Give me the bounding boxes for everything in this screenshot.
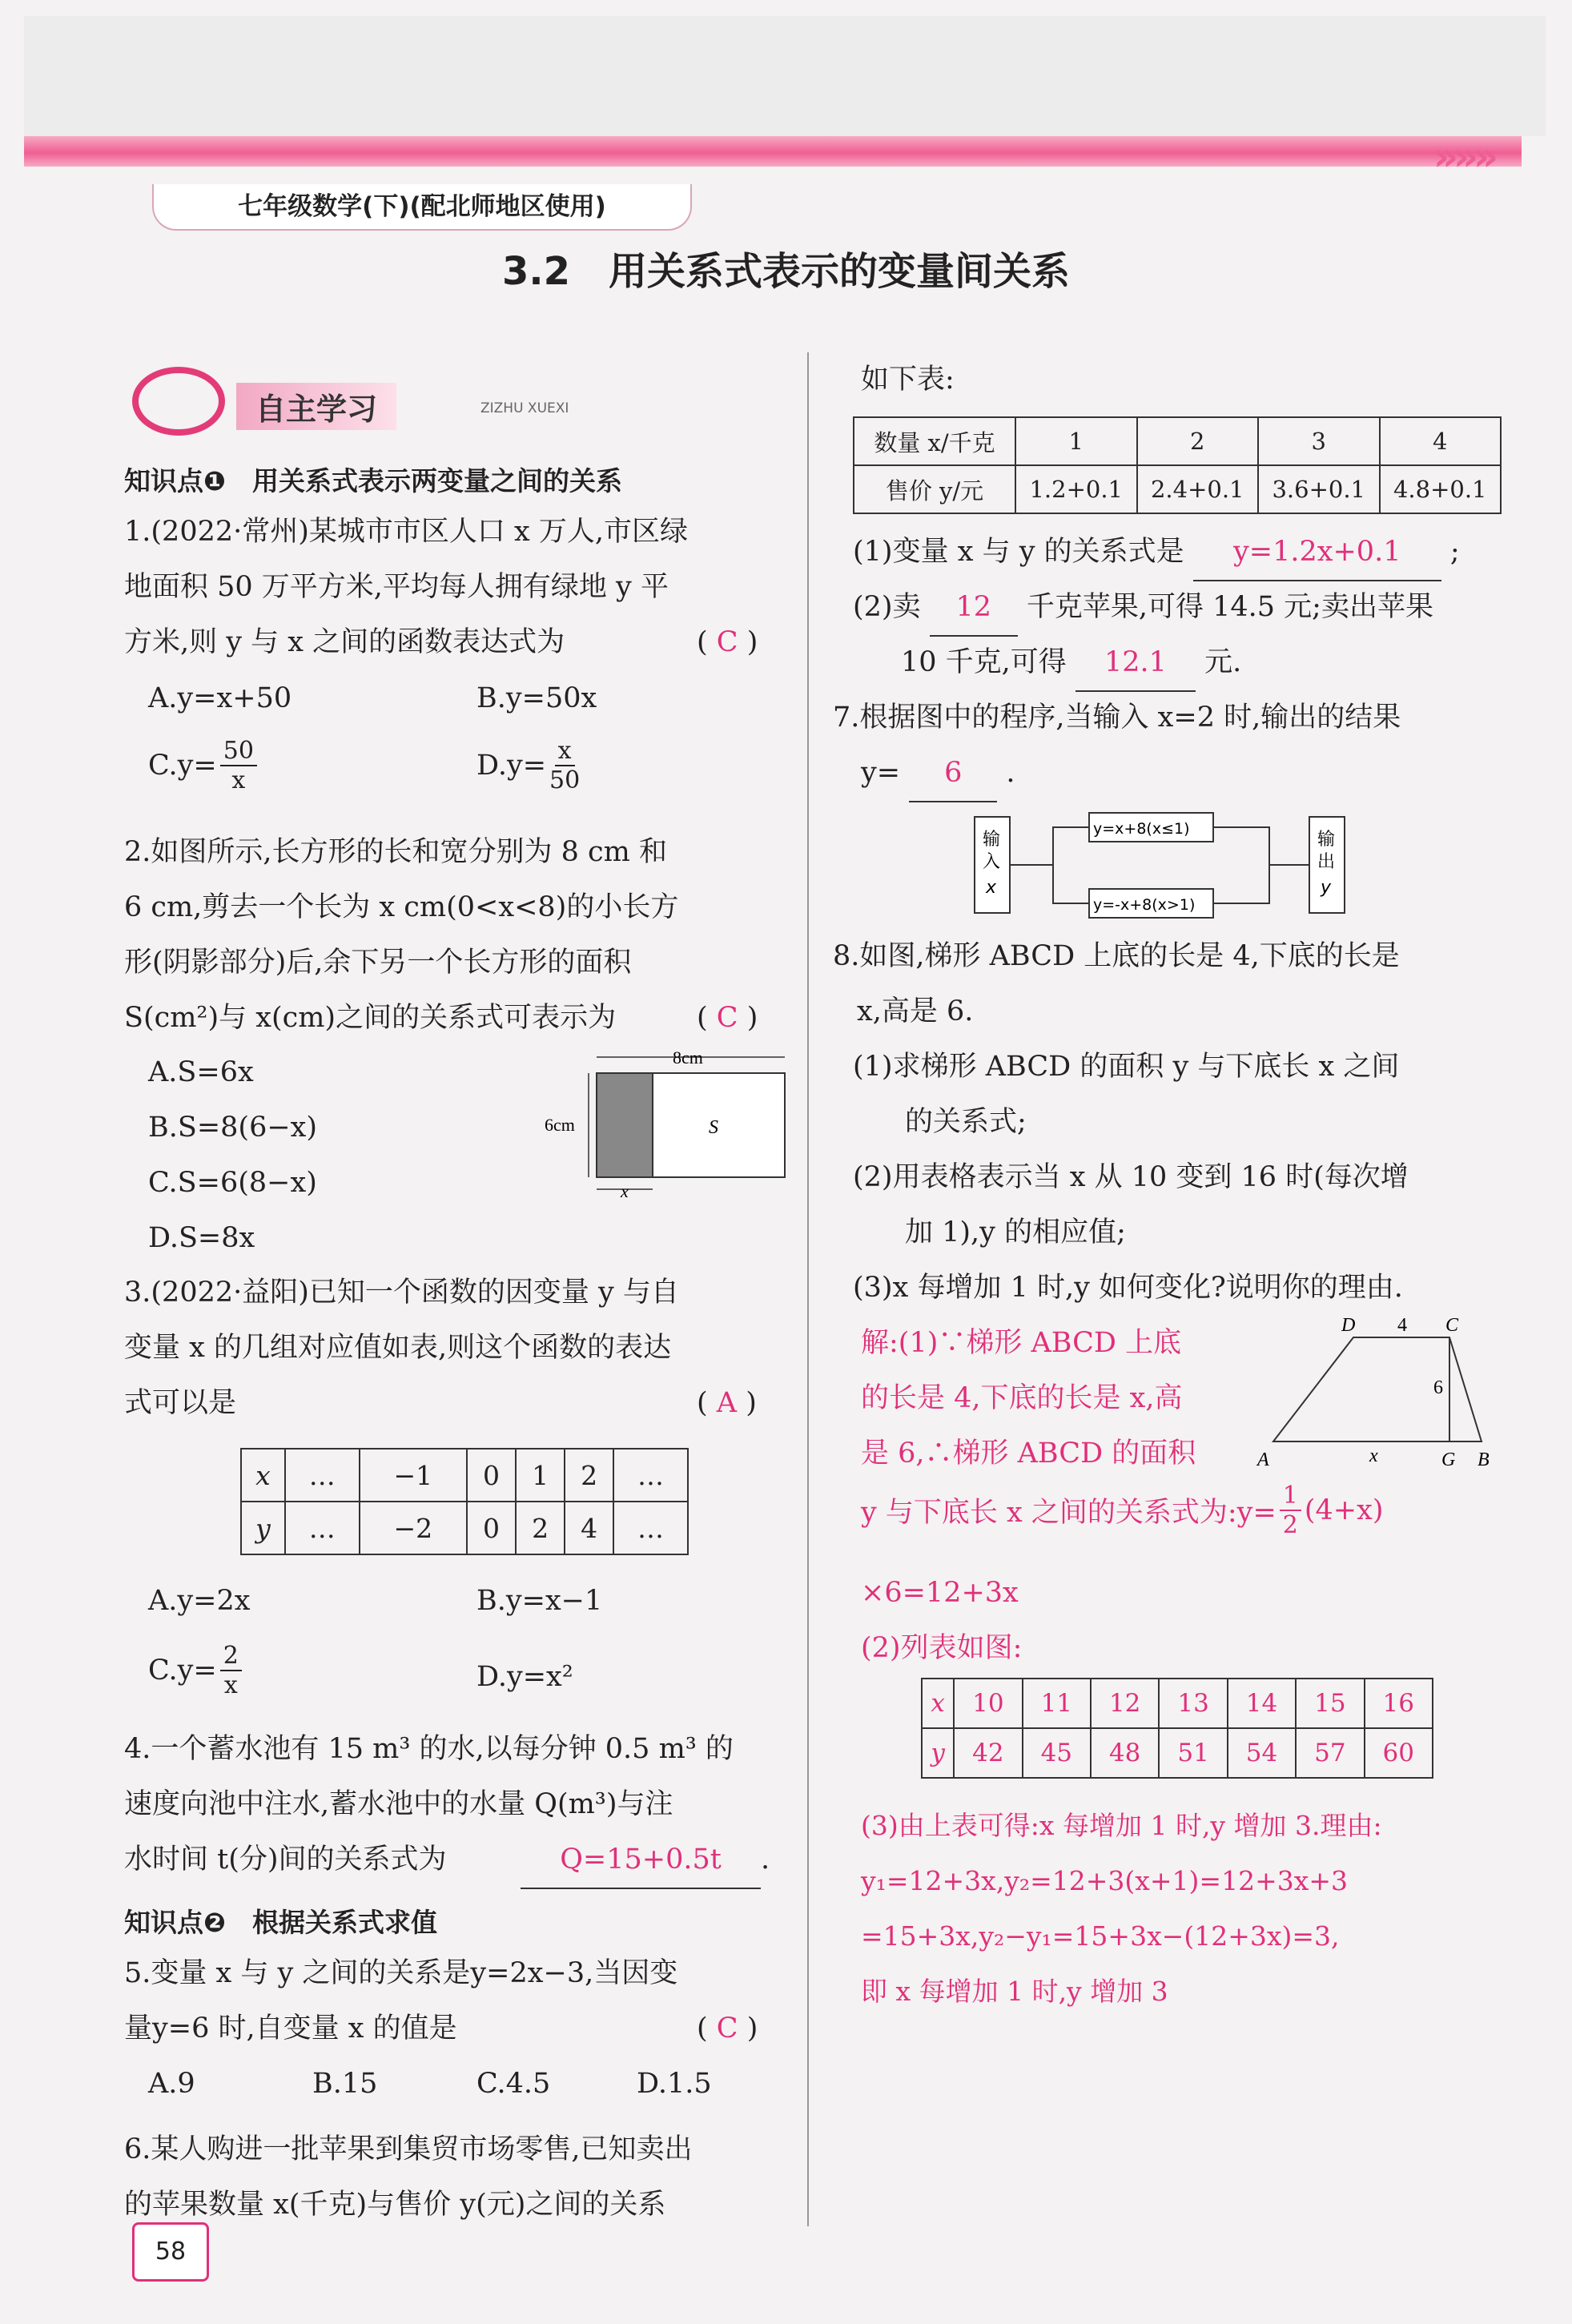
label-6: 6 [1433, 1377, 1443, 1398]
solution-line: =15+3x,y₂−y₁=15+3x−(12+3x)=3, [861, 1920, 1340, 1952]
q6-p2-post: 元. [1204, 646, 1242, 678]
q1-line: 方米,则 y 与 x 之间的函数表达式为 [124, 626, 565, 658]
arrow-line [1010, 827, 1089, 865]
output-label: 输出 y [1317, 830, 1336, 898]
table-cell: 13 [1159, 1679, 1227, 1728]
table-row [241, 1449, 688, 1502]
numerator: 1 [1280, 1482, 1301, 1511]
arrow-line [1053, 865, 1089, 903]
q1-option-c-label: C.y= [148, 750, 217, 782]
table-cell: … [285, 1449, 360, 1502]
solution-line: (3)由上表可得:x 每增加 1 时,y 增加 3.理由: [861, 1810, 1382, 1841]
solution-text: y 与下底长 x 之间的关系式为:y= [861, 1497, 1276, 1529]
denominator: x [231, 766, 246, 794]
header-top [24, 16, 1546, 136]
q6-p2-answer-2: 12.1 [1075, 635, 1196, 692]
q2-answer-value: C [716, 1002, 738, 1034]
label-d: D [1341, 1315, 1356, 1336]
table-cell: 3 [1258, 417, 1380, 465]
question-2 [124, 825, 797, 1046]
label-s: S [709, 1117, 718, 1138]
table-cell: 10 [954, 1679, 1022, 1728]
table-cell: 2.4+0.1 [1137, 465, 1259, 513]
q8-part: (2)用表格表示当 x 从 10 变到 16 时(每次增 [853, 1161, 1409, 1193]
q2-line: S(cm²)与 x(cm)之间的关系式可表示为 [124, 1002, 617, 1034]
pencil-icon [132, 367, 225, 436]
q5-line: 量y=6 时,自变量 x 的值是 [124, 2012, 457, 2045]
question-8 [833, 929, 1538, 1039]
q6-p2-answer-1: 12 [930, 580, 1018, 637]
q6-p1-answer: y=1.2x+0.1 [1193, 525, 1441, 581]
q4-line: 速度向池中注水,蓄水池中的水量 Q(m³)与注 [124, 1788, 673, 1820]
chevron-icon: »»» [1433, 135, 1494, 179]
table-cell: 数量 x/千克 [854, 417, 1015, 465]
table-cell: 2 [1137, 417, 1259, 465]
q3-answer: ( A ) [697, 1387, 757, 1419]
q4-answer: Q=15+0.5t . [521, 1832, 770, 1889]
q5-option-d: D.1.5 [637, 2068, 712, 2100]
table-cell: 15 [1296, 1679, 1364, 1728]
q1-line: 地面积 50 万平方米,平均每人拥有绿地 y 平 [124, 571, 669, 603]
table-cell: 0 [467, 1449, 516, 1502]
table-cell: 42 [954, 1728, 1022, 1778]
q3-line: 3.(2022·益阳)已知一个函数的因变量 y 与自 [124, 1277, 679, 1309]
denominator: x [223, 1671, 238, 1699]
table-cell: 57 [1296, 1728, 1364, 1778]
q7-answer [861, 746, 1015, 802]
solution-text: (4+x) [1304, 1494, 1384, 1526]
q3-option-c-label: C.y= [148, 1655, 217, 1687]
label-c: C [1445, 1315, 1459, 1336]
q6-part-2b [901, 635, 1241, 692]
q6-p1-text: (1)变量 x 与 y 的关系式是 [853, 536, 1184, 568]
q6-p2-mid: 千克苹果,可得 14.5 元;卖出苹果 [1026, 591, 1433, 623]
page-title: 3.2 用关系式表示的变量间关系 [501, 249, 1071, 294]
q8-solution-3 [861, 1798, 1558, 2019]
q1-answer: ( C ) [697, 626, 758, 658]
table-cell: 48 [1091, 1728, 1159, 1778]
q6-continued: 如下表: [861, 364, 955, 396]
q2-line: 2.如图所示,长方形的长和宽分别为 8 cm 和 [124, 836, 667, 868]
rectangle-figure [545, 1041, 801, 1201]
q8-line: x,高是 6. [857, 995, 974, 1027]
question-5 [124, 1946, 797, 2057]
fraction [220, 737, 257, 794]
label-g: G [1441, 1449, 1456, 1470]
q3-line: 式可以是 [124, 1387, 237, 1419]
table-row [854, 465, 1501, 513]
q3-option-d: D.y=x² [476, 1661, 573, 1693]
table-cell: 45 [1023, 1728, 1091, 1778]
table-cell: 54 [1228, 1728, 1296, 1778]
solution-line: 的长是 4,下底的长是 x,高 [861, 1382, 1183, 1414]
header-band [24, 136, 1522, 167]
formula-2: y=-x+8(x>1) [1093, 896, 1196, 914]
q8-part: 的关系式; [905, 1106, 1027, 1138]
table-cell: 1 [1015, 417, 1137, 465]
table-row [241, 1502, 688, 1554]
denominator: 50 [549, 766, 581, 794]
table-cell: … [613, 1502, 688, 1554]
q6-line: 的苹果数量 x(千克)与售价 y(元)之间的关系 [124, 2189, 666, 2221]
solution-line: (2)列表如图: [861, 1632, 1023, 1664]
q2-option-d: D.S=8x [148, 1222, 255, 1254]
solution-line: 即 x 每增加 1 时,y 增加 3 [861, 1976, 1168, 2007]
knowledge-point-2: 知识点❷ 根据关系式求值 [124, 1907, 437, 1938]
q2-option-b: B.S=8(6−x) [148, 1112, 318, 1144]
q2-answer: ( C ) [697, 1002, 758, 1034]
section-label: 自主学习 [236, 383, 396, 430]
table-row [854, 417, 1501, 465]
q8-part: 加 1),y 的相应值; [905, 1216, 1126, 1248]
q5-line: 5.变量 x 与 y 之间的关系是y=2x−3,当因变 [124, 1957, 678, 1989]
fraction [549, 737, 580, 794]
q1-option-d [476, 737, 580, 794]
q8-part: (3)x 每增加 1 时,y 如何变化?说明你的理由. [853, 1272, 1403, 1304]
label-8cm: 8cm [673, 1047, 703, 1068]
q8-line: 8.如图,梯形 ABCD 上底的长是 4,下底的长是 [833, 940, 1400, 972]
q4-answer-value: Q=15+0.5t [521, 1832, 761, 1889]
label-b: B [1478, 1449, 1490, 1470]
q1-option-b: B.y=50x [476, 682, 597, 714]
program-flowchart [973, 809, 1357, 921]
q1-option-a: A.y=x+50 [148, 682, 292, 714]
q6-p2-text-2: 10 千克,可得 [901, 646, 1067, 678]
fraction [220, 1642, 242, 1699]
q4-line: 水时间 t(分)间的关系式为 [124, 1844, 447, 1876]
table-cell: 售价 y/元 [854, 465, 1015, 513]
q5-option-c: C.4.5 [476, 2068, 551, 2100]
q5-option-b: B.15 [312, 2068, 378, 2100]
trapezoid-figure [1249, 1313, 1506, 1474]
table-cell: 51 [1159, 1728, 1227, 1778]
q7-pre: y= [861, 757, 901, 789]
table-cell: −2 [360, 1502, 467, 1554]
table-cell: 2 [516, 1502, 565, 1554]
book-title: 七年级数学(下)(配北师地区使用) [152, 184, 692, 231]
table-cell: 14 [1228, 1679, 1296, 1728]
q1-answer-value: C [716, 626, 738, 658]
q3-option-b: B.y=x−1 [476, 1585, 603, 1617]
q6-line: 6.某人购进一批苹果到集贸市场零售,已知卖出 [124, 2133, 693, 2165]
label-6cm: 6cm [545, 1115, 575, 1135]
q7-answer-value: 6 [909, 746, 997, 802]
table-cell: 1 [516, 1449, 565, 1502]
question-7: 7.根据图中的程序,当输入 x=2 时,输出的结果 [833, 702, 1401, 734]
table-cell: x [922, 1679, 954, 1728]
question-6 [124, 2122, 797, 2233]
q5-answer-value: C [716, 2012, 738, 2045]
q6-part-2 [853, 580, 1433, 637]
q6-table [853, 416, 1502, 514]
q2-line: 形(阴影部分)后,余下另一个长方形的面积 [124, 947, 632, 979]
numerator: x [555, 737, 575, 766]
table-cell: y [241, 1502, 285, 1554]
table-cell: 2 [565, 1449, 613, 1502]
q3-table [240, 1448, 689, 1555]
q6-part-1 [853, 525, 1460, 581]
table-cell: y [922, 1728, 954, 1778]
page-number: 58 [132, 2222, 209, 2282]
question-1 [124, 505, 797, 670]
q1-line: 1.(2022·常州)某城市市区人口 x 万人,市区绿 [124, 516, 689, 548]
table-cell: 0 [467, 1502, 516, 1554]
q3-line: 变量 x 的几组对应值如表,则这个函数的表达 [124, 1332, 672, 1364]
q2-option-c: C.S=6(8−x) [148, 1167, 317, 1199]
question-3 [124, 1265, 797, 1431]
label-x: x [1369, 1445, 1378, 1466]
table-cell: 4 [565, 1502, 613, 1554]
q2-option-a: A.S=6x [148, 1056, 254, 1088]
solution-formula [861, 1482, 1384, 1539]
q8-solution [861, 1316, 1196, 1482]
table-cell: 16 [1365, 1679, 1433, 1728]
numerator: 50 [220, 737, 257, 766]
q8-table [921, 1678, 1433, 1779]
q1-option-c [148, 737, 257, 794]
table-cell: 3.6+0.1 [1258, 465, 1380, 513]
q8-parts [853, 1039, 1542, 1316]
shaded-rectangle [597, 1073, 653, 1177]
table-cell: 12 [1091, 1679, 1159, 1728]
numerator: 2 [220, 1642, 242, 1671]
q4-line: 4.一个蓄水池有 15 m³ 的水,以每分钟 0.5 m³ 的 [124, 1733, 734, 1765]
q5-answer: ( C ) [697, 2012, 758, 2045]
q5-option-a: A.9 [148, 2068, 195, 2100]
table-cell: 4 [1380, 417, 1502, 465]
knowledge-point-1: 知识点❶ 用关系式表示两变量之间的关系 [124, 465, 622, 497]
label-4: 4 [1397, 1315, 1407, 1336]
solution-line: ×6=12+3x [861, 1577, 1019, 1609]
solution-line: 是 6,∴梯形 ABCD 的面积 [861, 1437, 1196, 1470]
solution-line: 解:(1)∵梯形 ABCD 上底 [861, 1327, 1182, 1359]
q6-p2-text: (2)卖 [853, 591, 921, 623]
fraction [1280, 1482, 1301, 1539]
label-x: x [621, 1181, 629, 1201]
table-row [922, 1679, 1433, 1728]
arrow-line [1213, 827, 1269, 903]
q3-option-a: A.y=2x [148, 1585, 251, 1617]
table-cell: x [241, 1449, 285, 1502]
table-cell: … [285, 1502, 360, 1554]
q3-answer-value: A [716, 1387, 738, 1419]
section-pinyin: ZIZHU XUEXI [480, 400, 569, 416]
table-cell: 11 [1023, 1679, 1091, 1728]
table-cell: 60 [1365, 1728, 1433, 1778]
denominator: 2 [1282, 1511, 1298, 1539]
q1-option-d-label: D.y= [476, 750, 547, 782]
q6-p1-post: ; [1449, 536, 1460, 568]
column-divider [807, 352, 809, 2226]
table-row [922, 1728, 1433, 1778]
q8-part: (1)求梯形 ABCD 的面积 y 与下底长 x 之间 [853, 1051, 1400, 1083]
table-cell: 4.8+0.1 [1380, 465, 1502, 513]
q7-post: . [1006, 757, 1015, 789]
formula-1: y=x+8(x≤1) [1093, 820, 1190, 838]
table-cell: −1 [360, 1449, 467, 1502]
solution-line: y₁=12+3x,y₂=12+3(x+1)=12+3x+3 [861, 1865, 1348, 1896]
label-a: A [1257, 1449, 1269, 1470]
q2-line: 6 cm,剪去一个长为 x cm(0<x<8)的小长方 [124, 891, 679, 923]
table-cell: 1.2+0.1 [1015, 465, 1137, 513]
q3-option-c [148, 1642, 242, 1699]
table-cell: … [613, 1449, 688, 1502]
input-label: 输入 x [983, 830, 1001, 898]
